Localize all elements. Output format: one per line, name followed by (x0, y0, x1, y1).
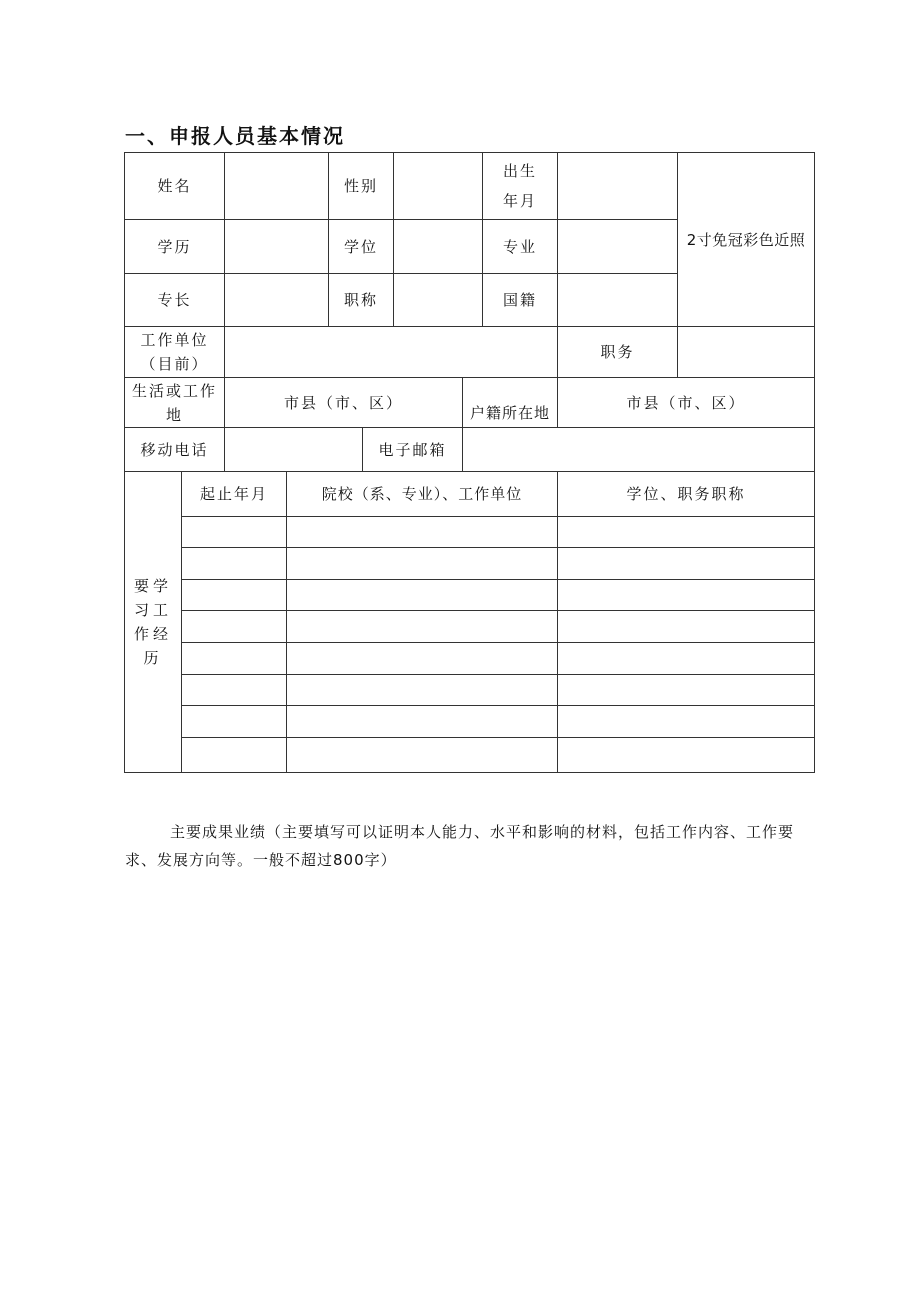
mobile-field[interactable] (224, 427, 363, 472)
major-label: 专业 (482, 219, 558, 274)
history-period-cell[interactable] (181, 547, 287, 580)
history-period-cell[interactable] (181, 674, 287, 706)
history-period-cell[interactable] (181, 705, 287, 738)
name-field[interactable] (224, 152, 329, 220)
nationality-label: 国籍 (482, 273, 558, 327)
history-institution-cell[interactable] (286, 579, 558, 611)
history-period-cell[interactable] (181, 610, 287, 643)
history-degree-title-cell[interactable] (557, 547, 815, 580)
history-degree-title-cell[interactable] (557, 737, 815, 773)
residence-label: 生活或工作 地 (124, 377, 225, 428)
history-period-cell[interactable] (181, 516, 287, 548)
birth-date-field[interactable] (557, 152, 678, 220)
gender-label: 性别 (328, 152, 394, 220)
email-label: 电子邮箱 (362, 427, 463, 472)
history-degree-title-cell[interactable] (557, 610, 815, 643)
history-period-cell[interactable] (181, 642, 287, 675)
birth-date-label: 出生 年月 (482, 152, 558, 220)
title-label: 职称 (328, 273, 394, 327)
employer-label: 工作单位 （目前） (124, 326, 225, 378)
history-header-period: 起止年月 (181, 471, 287, 517)
photo-placeholder[interactable]: 2寸免冠彩色近照 (677, 152, 815, 327)
history-period-cell[interactable] (181, 579, 287, 611)
employer-field[interactable] (224, 326, 558, 378)
history-period-cell[interactable] (181, 737, 287, 773)
degree-label: 学位 (328, 219, 394, 274)
history-degree-title-cell[interactable] (557, 516, 815, 548)
history-degree-title-cell[interactable] (557, 642, 815, 675)
history-degree-title-cell[interactable] (557, 705, 815, 738)
education-label: 学历 (124, 219, 225, 274)
history-institution-cell[interactable] (286, 674, 558, 706)
education-field[interactable] (224, 219, 329, 274)
nationality-field[interactable] (557, 273, 678, 327)
history-degree-title-cell[interactable] (557, 579, 815, 611)
major-field[interactable] (557, 219, 678, 274)
history-header-degree-title: 学位、职务职称 (557, 471, 815, 517)
history-institution-cell[interactable] (286, 516, 558, 548)
history-institution-cell[interactable] (286, 610, 558, 643)
gender-field[interactable] (393, 152, 483, 220)
history-institution-cell[interactable] (286, 705, 558, 738)
history-degree-title-cell[interactable] (557, 674, 815, 706)
history-institution-cell[interactable] (286, 642, 558, 675)
position-label: 职务 (557, 326, 678, 378)
email-field[interactable] (462, 427, 815, 472)
hukou-label: 户籍所在地 (462, 377, 558, 428)
history-header-institution: 院校（系、专业）、工作单位 (286, 471, 558, 517)
history-institution-cell[interactable] (286, 547, 558, 580)
section-heading: 一、申报人员基本情况 (125, 124, 345, 148)
specialty-label: 专长 (124, 273, 225, 327)
title-field[interactable] (393, 273, 483, 327)
history-side-label: 要学习工作经历 (124, 471, 182, 773)
residence-field[interactable]: 市县（市、区） (224, 377, 463, 428)
history-institution-cell[interactable] (286, 737, 558, 773)
name-label: 姓名 (124, 152, 225, 220)
degree-field[interactable] (393, 219, 483, 274)
position-field[interactable] (677, 326, 815, 378)
specialty-field[interactable] (224, 273, 329, 327)
achievements-instructions: 主要成果业绩（主要填写可以证明本人能力、水平和影响的材料，包括工作内容、工作要求、发展方向等。一般不超过800字） (125, 823, 795, 869)
mobile-label: 移动电话 (124, 427, 225, 472)
hukou-field[interactable]: 市县（市、区） (557, 377, 815, 428)
